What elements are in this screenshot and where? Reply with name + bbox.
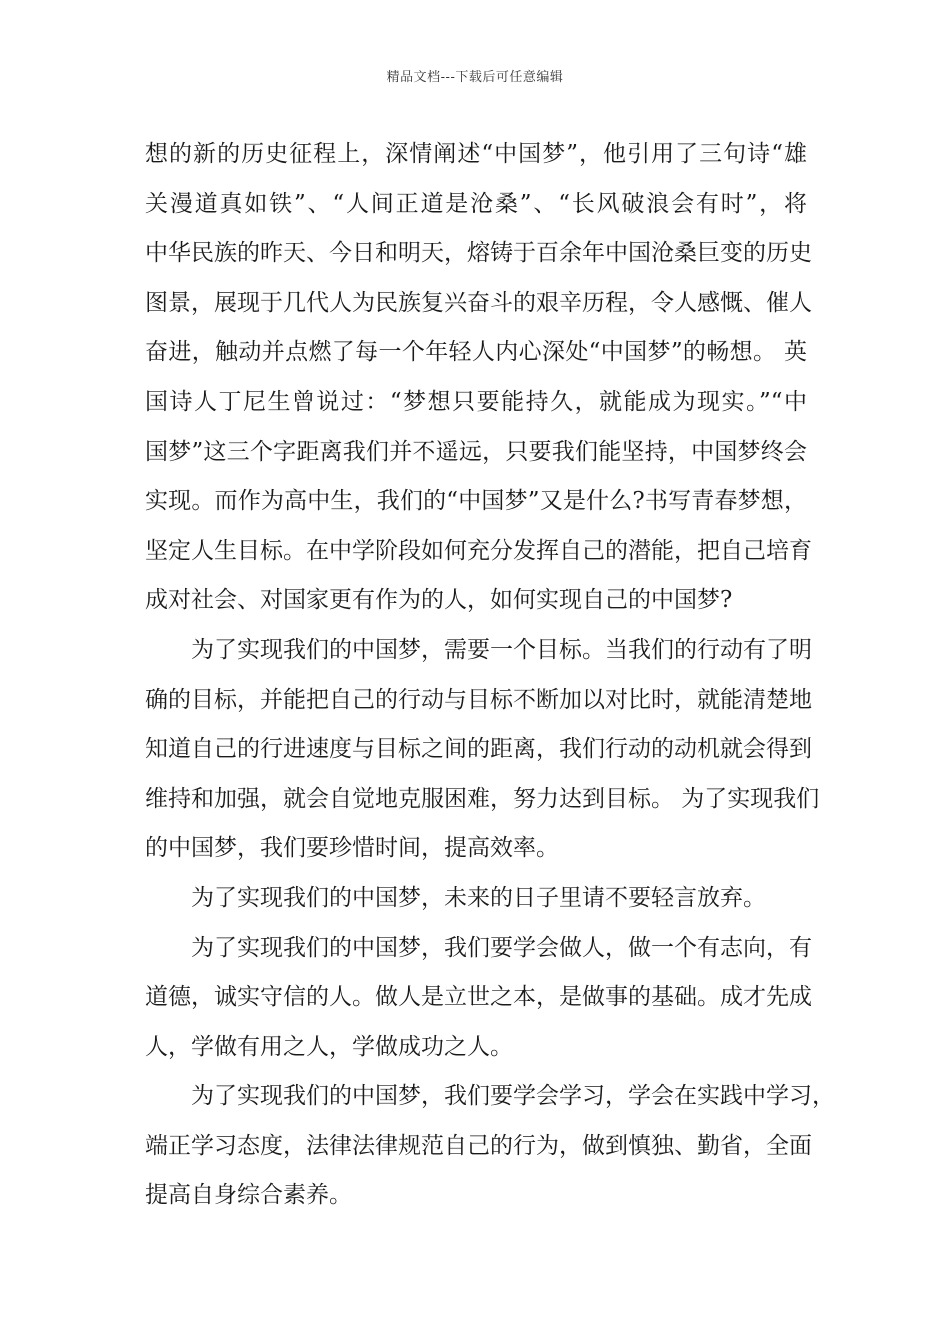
text-line: 的中国梦，我们要珍惜时间，提高效率。 bbox=[145, 835, 559, 862]
text-line: 为了实现我们的中国梦，未来的日子里请不要轻言放弃。 bbox=[191, 884, 766, 911]
text-line: 人，学做有用之人，学做成功之人。 bbox=[145, 1033, 513, 1060]
text-line: 为了实现我们的中国梦，我们要学会学习，学会在实践中学习， bbox=[191, 1083, 835, 1110]
text-line: 知道自己的行进速度与目标之间的距离，我们行动的动机就会得到 bbox=[145, 736, 812, 763]
paragraph bbox=[145, 924, 812, 1073]
text-line: 国诗人丁尼生曾说过：“梦想只要能持久，就能成为现实。”“中 bbox=[145, 388, 807, 415]
body-text bbox=[145, 130, 835, 1221]
text-line: 图景，展现于几代人为民族复兴奋斗的艰辛历程，令人感慨、催人 bbox=[145, 289, 812, 316]
text-line: 为了实现我们的中国梦，我们要学会做人，做一个有志向，有 bbox=[191, 934, 812, 961]
page-header: 精品文档---下载后可任意编辑 bbox=[386, 70, 564, 85]
text-line: 国梦”这三个字距离我们并不遥远，只要我们能坚持，中国梦终会 bbox=[145, 438, 807, 465]
paragraph bbox=[145, 1072, 835, 1221]
text-line: 提高自身综合素养。 bbox=[145, 1182, 352, 1209]
text-line: 为了实现我们的中国梦，需要一个目标。当我们的行动有了明 bbox=[191, 636, 812, 663]
text-line: 确的目标，并能把自己的行动与目标不断加以对比时，就能清楚地 bbox=[145, 686, 812, 713]
text-line: 中华民族的昨天、今日和明天，熔铸于百余年中国沧桑巨变的历史 bbox=[145, 240, 812, 267]
text-line: 成对社会、对国家更有作为的人，如何实现自己的中国梦? bbox=[145, 587, 733, 614]
text-line: 道德，诚实守信的人。做人是立世之本，是做事的基础。成才先成 bbox=[145, 984, 812, 1011]
text-line: 坚定人生目标。在中学阶段如何充分发挥自己的潜能，把自己培育 bbox=[145, 537, 812, 564]
text-line: 维持和加强，就会自觉地克服困难，努力达到目标。 为了实现我们 bbox=[145, 785, 820, 812]
text-line: 实现。而作为高中生，我们的“中国梦”又是什么?书写青春梦想， bbox=[145, 488, 807, 515]
text-line: 关漫道真如铁”、“人间正道是沧桑”、“长风破浪会有时”，将 bbox=[145, 190, 807, 217]
paragraph bbox=[145, 626, 820, 874]
paragraph bbox=[145, 130, 812, 626]
text-line: 想的新的历史征程上，深情阐述“中国梦”，他引用了三句诗“雄 bbox=[145, 141, 807, 167]
text-line: 端正学习态度，法律法律规范自己的行为，做到慎独、勤省，全面 bbox=[145, 1132, 812, 1159]
text-line: 奋进，触动并点燃了每一个年轻人内心深处“中国梦”的畅想。 英 bbox=[145, 339, 807, 366]
paragraph bbox=[145, 874, 807, 924]
